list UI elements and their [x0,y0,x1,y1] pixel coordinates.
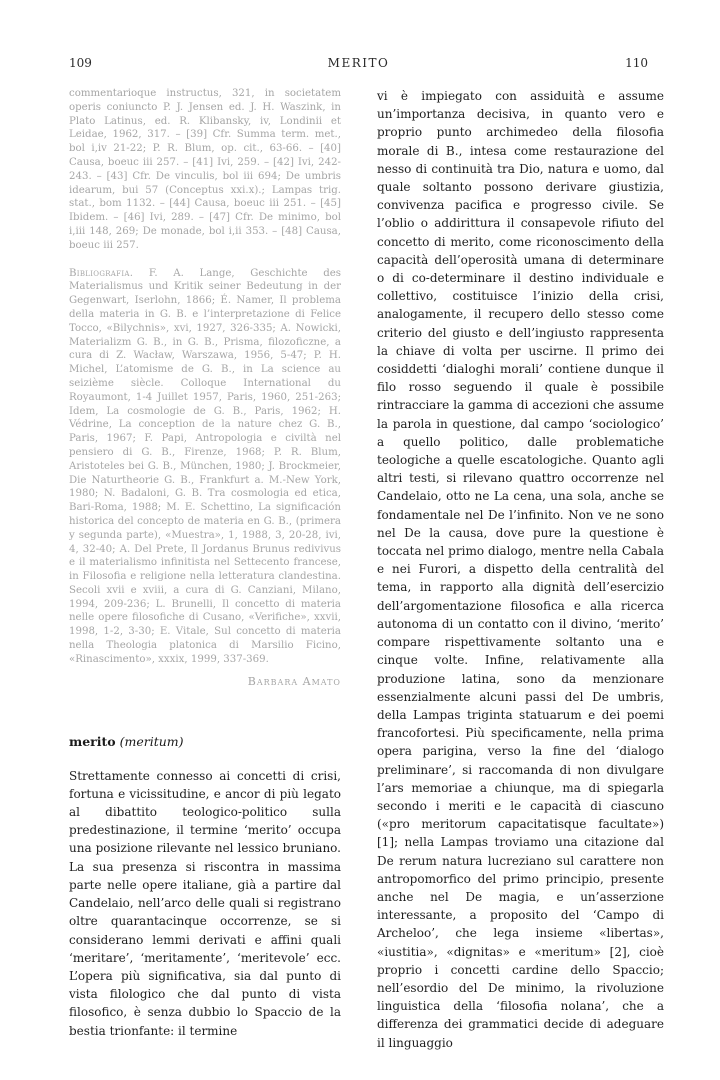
running-title: MERITO [327,56,390,70]
bibliography-label: Bibliografia. [69,267,134,279]
entry-body-right: vi è impiegato con assiduità e assume un’importanza decisiva, in quanto vero e proprio punto archimedeo della filosofia morale di B., intesa come restaurazione del nesso di continuità tra Dio, natura e uomo, dal quale soltanto possono derivare giustizia, convivenza pacifica e progresso civile. Se l’oblio o addirittura il consapevole rifiuto del concetto di merito, come riconoscimento della capacità dell’operosità umana di determinare o di co-determinare il destino individuale e collettivo, costituisce l’inizio della crisi, analogamente, il recupero dello stesso come criterio del giusto e dell’ingiusto rappresenta la chiave di volta per uscirne. Il primo dei cosiddetti ‘dialoghi morali’ contiene dunque il filo rosso seguendo il quale è possibile rintracciare la gamma di accezioni che assume la parola in questione, dal campo ‘sociologico’ a quello politico, dalle problematiche teologiche a quelle escatologiche. Quanto agli altri testi, si rilevano quattro occorrenze nel Candelaio, otto ne La cena, una sola, anche se fondamentale nel De l’infinito. Non ve ne sono nel De la causa, dove pure la questione è toccata nel primo dialogo, mentre nella Cabala e nei Furori, a dispetto della centralità del tema, in rapporto alla dignità dell’esercizio dell’argomentazione filosofica e alla ricerca autonoma di un contatto con il divino, ‘merito’ compare rispettivamente soltanto una e cinque volte. Infine, relativamente alla produzione latina, sono da menzionare essenzialmente alcuni passi del De umbris, della Lampas triginta statuarum e dei poemi francofortesi. Più specificamente, nella prima opera parigina, verso la fine del ‘dialogo preliminare’, si raccomanda di non divulgare l’ars memoriae a chiunque, ma di spiegarla secondo i meriti e le capacità di ciascuno («pro meritorum capacitatisque facultate») [1]; nella Lampas troviamo una citazione dal De rerum natura lucreziano sul carattere non antropomorfico del primo principio, presente anche nel De magia, e un’asserzione interessante, a proposito del ‘Campo di Archeloo’, che lega insieme «libertas», «iustitia», «dignitas» e «meritum» [2], cioè proprio i concetti cardine dello Spaccio; nell’esordio del De minimo, la rivoluzione linguistica della ‘filosofia nolana’, che a differenza dei grammatici decide di adeguare il linguaggio [377,89,664,1050]
entry-headword: merito [69,733,116,749]
page-number-left: 109 [69,56,92,70]
page-number-right: 110 [625,56,648,70]
page-header [69,56,648,76]
entry-heading [69,734,341,749]
footnotes: commentarioque instructus, 321, in societatem operis coniuncto P. J. Jensen ed. J. H. Waszink, in Plato Latinus, ed. R. Klibansky, iv, Londinii et Leidae, 1962, 317. – [39] Cfr. Summa term. met., bol i,iv 21-22; P. R. Blum, op. cit., 63-66. – [40] Causa, boeuc iii 257. – [41] Ivi, 259. – [42] Ivi, 242-243. – [43] Cfr. De vinculis, bol iii 694; De umbris idearum, bui 57 (Conceptus xxi.x).; Lampas trig. stat., bom 1132. – [44] Causa, boeuc iii 251. – [45] Ibidem. – [46] Ivi, 289. – [47] Cfr. De minimo, bol i,iii 148, 269; De monade, bol i,ii 353. – [48] Causa, boeuc iii 257. [69,88,341,251]
author-signature: Barbara Amato [247,674,341,688]
bibliography [69,267,341,667]
entry-latin: (meritum) [119,733,184,749]
entry-body-left: Strettamente connesso ai concetti di crisi, fortuna e vicissitudine, e ancor di più legato al dibattito teologico-politico sulla predestinazione, il termine ‘merito’ occupa una posizione rilevante nel lessico bruniano. La sua presenza si riscontra in massima parte nelle opere italiane, già a partire dal Candelaio, nell’arco delle quali si registrano oltre quarantacinque occorrenze, se si considerano lemmi derivati e affini quali ‘meritare’, ‘meritamente’, ‘meritevole’ ecc. L’opera più significativa, sia dal punto di vista filologico che dal punto di vista filosofico, è senza dubbio lo Spaccio de la bestia trionfante: il termine [69,768,341,1038]
right-column [377,87,664,1052]
left-column [69,87,341,1040]
bibliography-text: F. A. Lange, Geschichte des Materialismus und Kritik seiner Bedeutung in der Gegenwart, Iserlohn, 1866; É. Namer, Il problema della materia in G. B. e l’interpretazione di Felice Tocco, «Bilychnis», xvi, 1927, 326-335; A. Nowicki, Materializm G. B., in G. B., Prisma, filozoficzne, a cura di Z. Wacław, Warszawa, 1956, 5-47; P. H. Michel, L’atomisme de G. B., in La science au seizième siècle. Colloque International du Royaumont, 1-4 Juillet 1957, Paris, 1960, 251-263; Idem, La cosmologie de G. B., Paris, 1962; H. Védrine, La conception de la nature chez G. B., Paris, 1967; F. Papi, Antropologia e civiltà nel pensiero di G. B., Firenze, 1968; P. R. Blum, Aristoteles bei G. B., München, 1980; J. Brockmeier, Die Naturtheorie G. B., Frankfurt a. M.-New York, 1980; N. Badaloni, G. B. Tra cosmologia ed etica, Bari-Roma, 1988; M. E. Schettino, La significación historica del concepto de materia en G. B., (primera y segunda parte), «Muestra», 1, 1988, 3, 20-28, ivi, 4, 32-40; A. Del Prete, Il Jordanus Brunus redivivus e il materialismo infinitista nel Settecento francese, in Filosofia e religione nella letteratura clandestina. Secoli xvii e xviii, a cura di G. Canziani, Milano, 1994, 209-236; L. Brunelli, Il concetto di materia nelle opere filosofiche di Cusano, «Verifiche», xxvii, 1998, 1-2, 3-30; E. Vitale, Sul concetto di materia nella Theologia platonica di Marsilio Ficino, «Rinascimento», xxxix, 1999, 337-369. [69,267,341,665]
